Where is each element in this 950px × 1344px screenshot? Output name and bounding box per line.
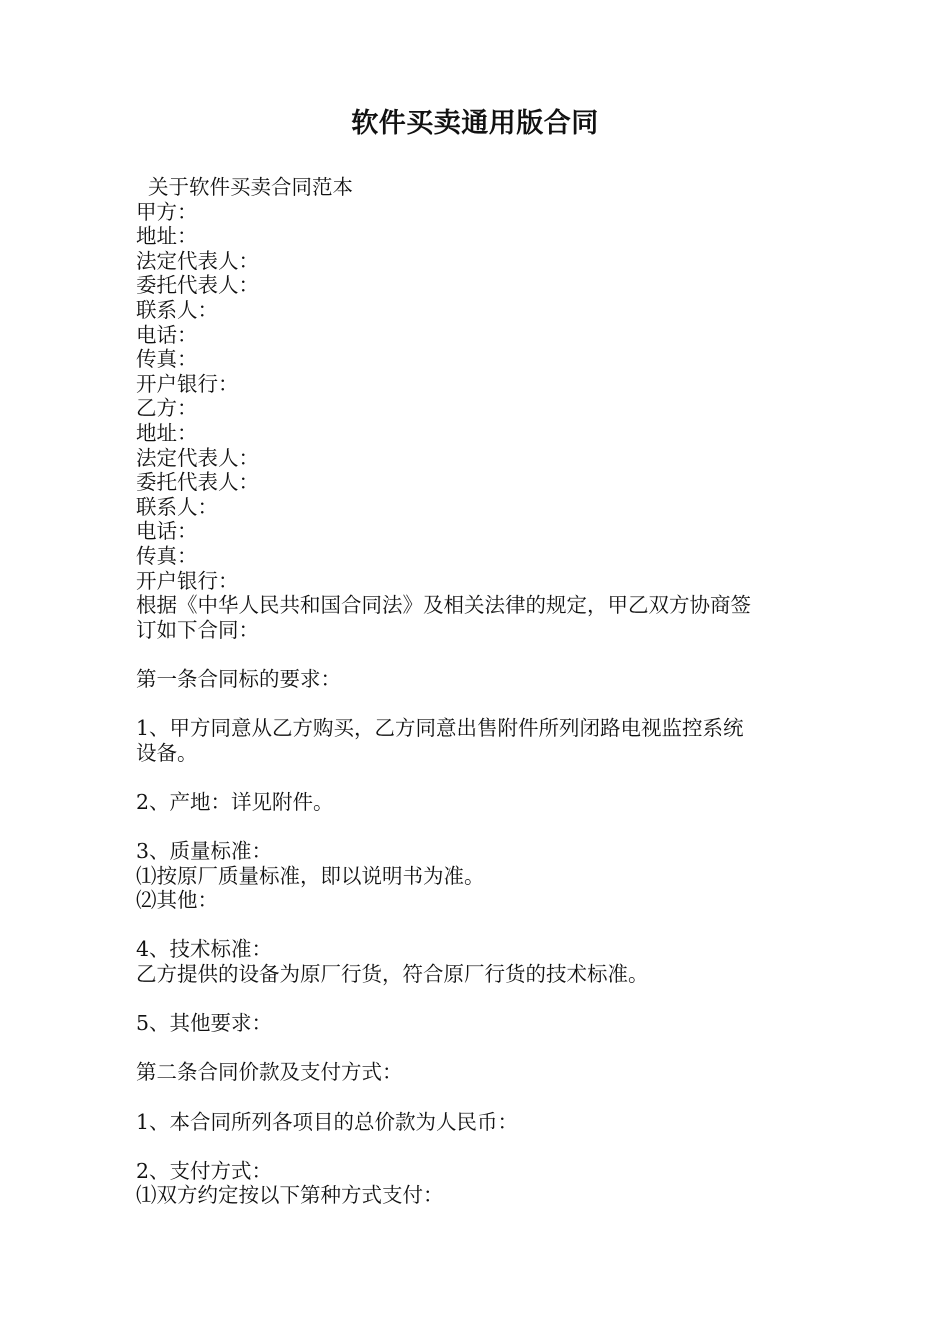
article-2-item-1: 1、本合同所列各项目的总价款为人民币： bbox=[136, 1109, 519, 1134]
party-b-agent-label: 委托代表人： bbox=[136, 470, 259, 495]
article-1-item-3: 3、质量标准： bbox=[136, 839, 273, 864]
article-1-item-4-detail: 乙方提供的设备为原厂行货，符合原厂行货的技术标准。 bbox=[136, 962, 649, 986]
party-b-fax-label: 传真： bbox=[136, 543, 198, 568]
blank-line bbox=[136, 913, 826, 938]
document-body bbox=[136, 175, 826, 1208]
party-b-contact-label: 联系人： bbox=[136, 494, 218, 519]
party-a-contact-label: 联系人： bbox=[136, 297, 218, 322]
preamble-line-2: 订如下合同： bbox=[136, 617, 259, 642]
blank-line bbox=[136, 691, 826, 716]
party-b-name-label: 乙方： bbox=[136, 396, 198, 421]
party-b-bank-label: 开户银行： bbox=[136, 568, 239, 593]
party-a-legal-rep-label: 法定代表人： bbox=[136, 248, 259, 273]
article-1-item-3-sub-2: ⑵其他： bbox=[136, 888, 218, 913]
article-1-item-3-sub-1: ⑴按原厂质量标准，即以说明书为准。 bbox=[136, 863, 485, 888]
article-2-item-2-sub-1: ⑴双方约定按以下第种方式支付： bbox=[136, 1183, 444, 1208]
article-1-item-2: 2、产地：详见附件。 bbox=[136, 789, 334, 814]
blank-line bbox=[136, 1085, 826, 1110]
blank-line bbox=[136, 1036, 826, 1061]
article-2-item-2: 2、支付方式： bbox=[136, 1158, 273, 1183]
article-2-heading: 第二条合同价款及支付方式： bbox=[136, 1060, 403, 1085]
blank-line bbox=[136, 642, 826, 667]
party-a-agent-label: 委托代表人： bbox=[136, 273, 259, 298]
party-b-address-label: 地址： bbox=[136, 420, 198, 445]
party-b-legal-rep-label: 法定代表人： bbox=[136, 445, 259, 470]
preamble-line-1: 根据《中华人民共和国合同法》及相关法律的规定，甲乙双方协商签 bbox=[136, 593, 751, 618]
party-a-fax-label: 传真： bbox=[136, 347, 198, 372]
blank-line bbox=[136, 765, 826, 790]
article-1-item-4: 4、技术标准： bbox=[136, 937, 273, 962]
party-a-address-label: 地址： bbox=[136, 224, 198, 249]
document-title: 软件买卖通用版合同 bbox=[351, 108, 599, 139]
blank-line bbox=[136, 814, 826, 839]
article-1-item-5: 5、其他要求： bbox=[136, 1011, 273, 1036]
party-a-bank-label: 开户银行： bbox=[136, 371, 239, 396]
article-1-heading: 第一条合同标的要求： bbox=[136, 666, 341, 691]
party-a-name-label: 甲方： bbox=[136, 199, 198, 224]
party-a-phone-label: 电话： bbox=[136, 322, 198, 347]
blank-line bbox=[136, 1134, 826, 1159]
article-1-item-1-line-2: 设备。 bbox=[136, 740, 198, 765]
blank-line bbox=[136, 987, 826, 1012]
party-b-phone-label: 电话： bbox=[136, 519, 198, 544]
article-1-item-1-line-1: 1、甲方同意从乙方购买，乙方同意出售附件所列闭路电视监控系统 bbox=[136, 716, 744, 741]
document-subtitle: 关于软件买卖合同范本 bbox=[148, 175, 353, 199]
